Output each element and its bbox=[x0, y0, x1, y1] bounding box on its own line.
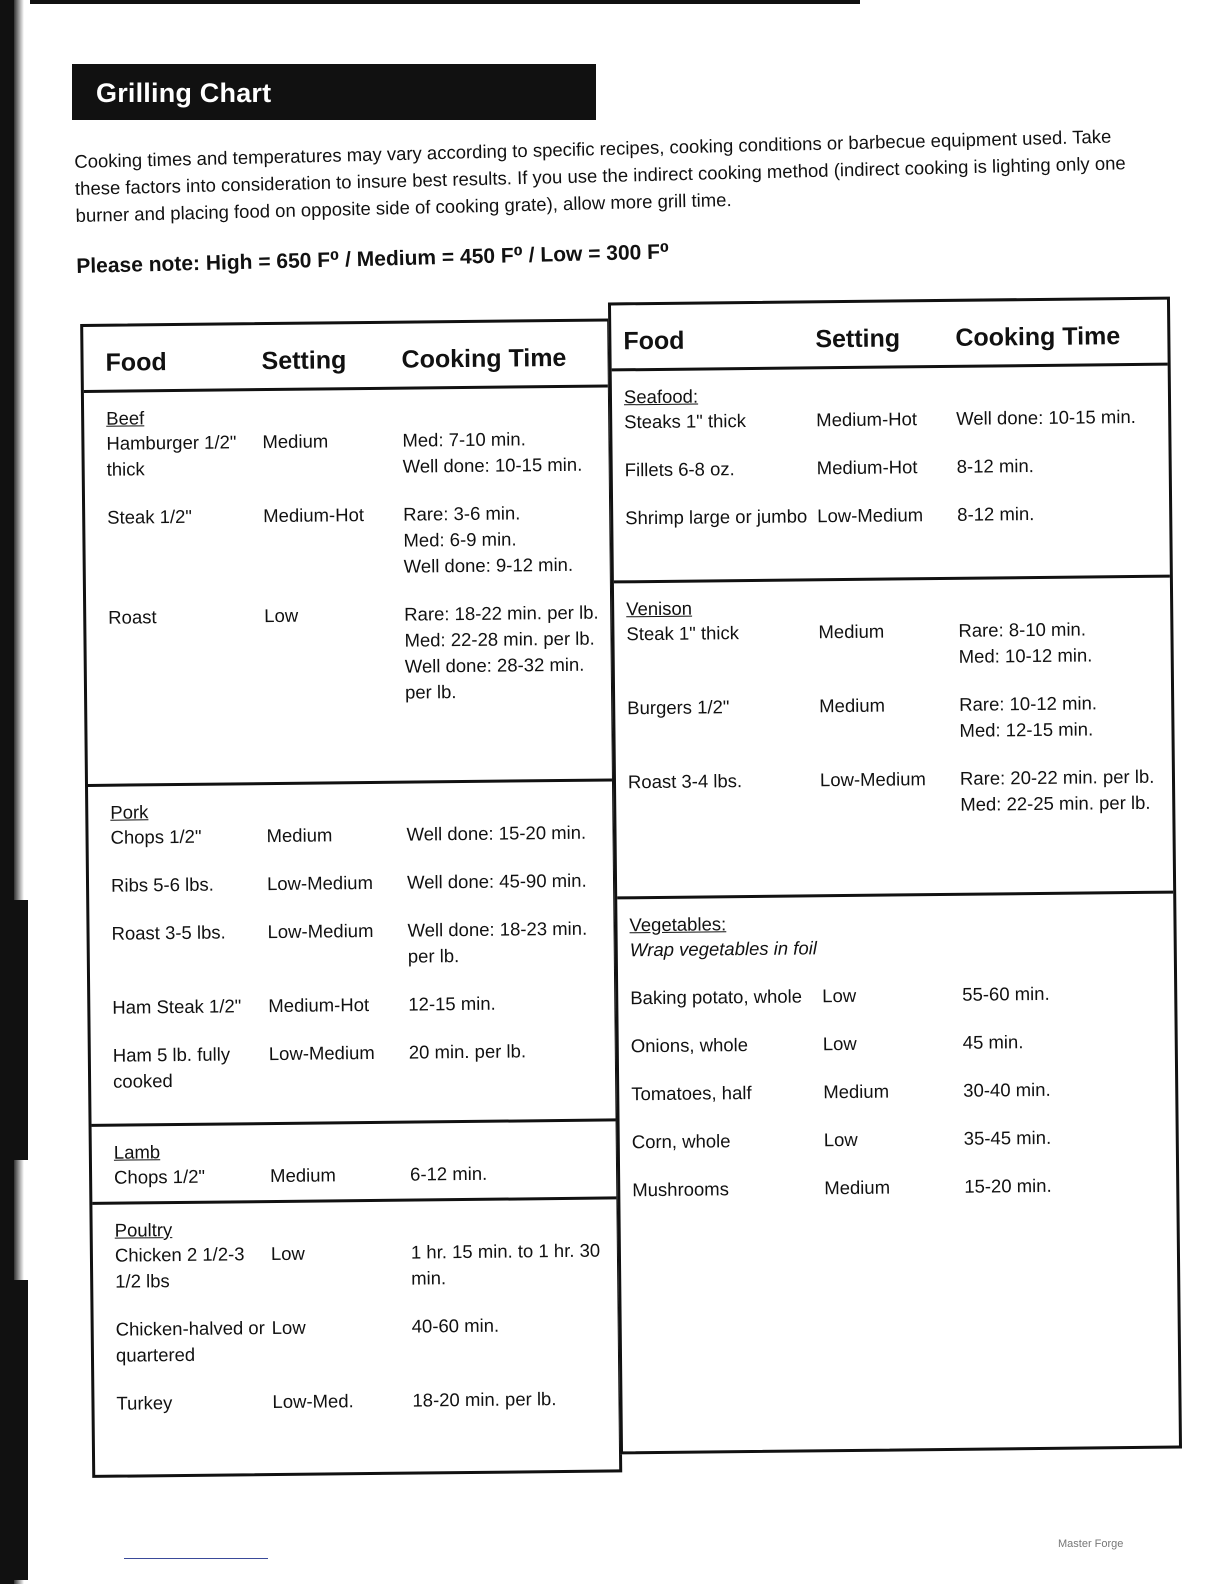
table-row bbox=[620, 1172, 1176, 1204]
scan-edge-left bbox=[0, 0, 14, 1584]
cooking-time-cell: Well done: 15-20 min. bbox=[406, 821, 587, 845]
category-note: Wrap vegetables in foil bbox=[629, 937, 818, 961]
cooking-time-cell: Rare: 20-22 min. per lb. Med: 22-25 min. per lb. bbox=[959, 765, 1155, 815]
header-setting: Setting bbox=[815, 324, 901, 354]
section-venison bbox=[614, 578, 1173, 900]
cooking-time-cell: 8-12 min. bbox=[956, 455, 1034, 477]
food-cell: Baking potato, whole bbox=[630, 985, 803, 1009]
category-label: Vegetables: bbox=[629, 913, 727, 936]
table-row bbox=[93, 1237, 618, 1294]
cooking-time-cell: Well done: 10-15 min. bbox=[956, 405, 1136, 429]
setting-cell: Low bbox=[822, 1032, 857, 1055]
footer-rule bbox=[124, 1558, 268, 1559]
cooking-time-cell: 12-15 min. bbox=[408, 992, 496, 1015]
food-cell: Turkey bbox=[116, 1392, 173, 1414]
left-column bbox=[80, 318, 622, 1477]
table-row bbox=[613, 500, 1169, 532]
food-cell: Steak 1" thick bbox=[626, 622, 740, 645]
header-setting: Setting bbox=[261, 346, 347, 376]
section-pork bbox=[88, 781, 616, 1126]
right-column bbox=[608, 297, 1182, 1455]
food-cell: Steaks 1" thick bbox=[624, 410, 747, 433]
header-food: Food bbox=[623, 326, 685, 356]
food-cell: Chicken-halved or quartered bbox=[115, 1317, 265, 1366]
food-cell: Ham Steak 1/2" bbox=[112, 995, 242, 1018]
cooking-time-cell: 18-20 min. per lb. bbox=[412, 1388, 557, 1411]
food-cell: Roast bbox=[108, 606, 157, 628]
table-row bbox=[619, 1076, 1175, 1108]
cooking-time-cell: Rare: 8-10 min. Med: 10-12 min. bbox=[958, 618, 1093, 667]
food-cell: Chops 1/2" bbox=[110, 825, 202, 848]
category-label: Beef bbox=[106, 407, 145, 429]
setting-cell: Low-Med. bbox=[272, 1390, 354, 1413]
table-row bbox=[620, 1124, 1176, 1156]
cooking-time-cell: 20 min. per lb. bbox=[408, 1040, 527, 1063]
table-row bbox=[89, 915, 614, 972]
table-row bbox=[84, 425, 609, 482]
table-row bbox=[612, 404, 1168, 436]
header-cooking-time: Cooking Time bbox=[955, 322, 1121, 352]
food-cell: Tomatoes, half bbox=[631, 1082, 752, 1105]
setting-cell: Medium bbox=[823, 1080, 890, 1103]
setting-cell: Medium bbox=[266, 824, 333, 847]
setting-cell: Low bbox=[822, 984, 857, 1007]
table-row bbox=[615, 690, 1172, 748]
setting-cell: Low-Medium bbox=[817, 504, 924, 527]
table-row bbox=[92, 1159, 616, 1190]
setting-cell: Low bbox=[823, 1128, 858, 1151]
food-cell: Corn, whole bbox=[631, 1130, 731, 1153]
table-row bbox=[619, 1028, 1175, 1060]
setting-cell: Low-Medium bbox=[268, 1041, 375, 1065]
food-cell: Fillets 6-8 oz. bbox=[624, 458, 735, 481]
table-row bbox=[89, 867, 613, 898]
cooking-time-cell: 40-60 min. bbox=[411, 1314, 500, 1337]
header-cooking-time: Cooking Time bbox=[401, 343, 567, 374]
setting-cell: Medium bbox=[819, 694, 886, 717]
cooking-time-cell: 45 min. bbox=[962, 1031, 1024, 1053]
footer-brand: Master Forge bbox=[1058, 1538, 1124, 1550]
food-cell: Mushrooms bbox=[632, 1178, 730, 1201]
food-cell: Hamburger 1/2" thick bbox=[106, 431, 237, 480]
table-row bbox=[94, 1311, 619, 1368]
cooking-time-cell: 15-20 min. bbox=[964, 1174, 1052, 1197]
intro-paragraph: Cooking times and temperatures may vary according to specific recipes, cooking conditions or barbecue equipment used. Take these factors into consideration to insure best results. If you use the indirect cooking method (indirect cooking is lighting only one burner and placing food on opposite side of cooking grate), allow more grill time. bbox=[74, 125, 1126, 226]
cooking-time-cell: Well done: 18-23 min. per lb. bbox=[407, 917, 588, 967]
table-row bbox=[91, 1037, 616, 1094]
cooking-time-cell: 30-40 min. bbox=[963, 1078, 1051, 1101]
setting-cell: Medium-Hot bbox=[816, 456, 918, 479]
cooking-time-cell: 35-45 min. bbox=[963, 1126, 1052, 1149]
left-header bbox=[83, 321, 608, 392]
table-row bbox=[94, 1385, 618, 1416]
cooking-time-cell: 1 hr. 15 min. to 1 hr. 30 min. bbox=[410, 1239, 601, 1289]
table-row bbox=[88, 819, 612, 850]
setting-cell: Medium-Hot bbox=[263, 504, 365, 527]
section-lamb bbox=[92, 1121, 617, 1204]
section-beef bbox=[84, 387, 612, 786]
category-label: Venison bbox=[626, 597, 693, 620]
setting-cell: Medium-Hot bbox=[816, 408, 918, 431]
food-cell: Shrimp large or jumbo bbox=[625, 505, 808, 529]
cooking-time-cell: Rare: 10-12 min. Med: 12-15 min. bbox=[959, 692, 1098, 741]
setting-cell: Low bbox=[270, 1242, 305, 1265]
category-label: Seafood: bbox=[623, 385, 699, 408]
food-cell: Burgers 1/2" bbox=[627, 696, 730, 719]
category-label: Pork bbox=[110, 801, 149, 823]
food-cell: Onions, whole bbox=[630, 1034, 749, 1057]
food-cell: Ham 5 lb. fully cooked bbox=[112, 1043, 231, 1092]
scan-mark bbox=[14, 1280, 28, 1580]
category-label: Poultry bbox=[114, 1219, 173, 1241]
right-header bbox=[611, 300, 1168, 372]
scan-edge-top bbox=[30, 0, 860, 4]
temperature-note: Please note: High = 650 F⁰ / Medium = 450 F⁰ / Low = 300 F⁰ bbox=[76, 240, 670, 278]
food-cell: Steak 1/2" bbox=[107, 505, 193, 528]
setting-cell: Medium bbox=[262, 430, 329, 453]
table-row bbox=[86, 599, 611, 708]
food-cell: Ribs 5-6 lbs. bbox=[110, 873, 214, 896]
table-row bbox=[618, 980, 1174, 1012]
table-row bbox=[616, 764, 1173, 822]
setting-cell: Medium bbox=[824, 1176, 891, 1199]
table-row bbox=[90, 989, 614, 1020]
setting-cell: Low bbox=[271, 1316, 306, 1339]
cooking-time-cell: Rare: 3-6 min. Med: 6-9 min. Well done: 9-12 min. bbox=[403, 502, 574, 577]
setting-cell: Low-Medium bbox=[266, 871, 374, 895]
section-seafood bbox=[612, 366, 1170, 584]
food-cell: Roast 3-4 lbs. bbox=[627, 770, 743, 793]
food-cell: Chicken 2 1/2-3 1/2 lbs bbox=[114, 1243, 245, 1292]
page-title: Grilling Chart bbox=[72, 64, 596, 120]
scan-mark bbox=[14, 900, 28, 1160]
setting-cell: Medium bbox=[269, 1164, 337, 1187]
header-food: Food bbox=[105, 348, 167, 377]
category-label: Lamb bbox=[113, 1141, 161, 1163]
setting-cell: Low bbox=[264, 604, 299, 627]
grilling-chart bbox=[80, 297, 1182, 1476]
cooking-time-cell: Well done: 45-90 min. bbox=[406, 869, 587, 893]
cooking-time-cell: 55-60 min. bbox=[962, 982, 1050, 1005]
section-vegetables bbox=[617, 894, 1176, 1232]
cooking-time-cell: 6-12 min. bbox=[409, 1162, 488, 1185]
cooking-time-cell: Rare: 18-22 min. per lb. Med: 22-28 min. per lb. Well done: 28-32 min. per lb. bbox=[404, 601, 599, 703]
section-poultry bbox=[92, 1199, 618, 1444]
setting-cell: Medium-Hot bbox=[268, 994, 370, 1017]
setting-cell: Low-Medium bbox=[819, 768, 926, 791]
food-cell: Roast 3-5 lbs. bbox=[111, 921, 226, 944]
food-cell: Chops 1/2" bbox=[113, 1165, 206, 1188]
cooking-time-cell: 8-12 min. bbox=[957, 503, 1035, 525]
table-row bbox=[614, 616, 1171, 674]
setting-cell: Medium bbox=[818, 620, 885, 643]
table-row bbox=[85, 499, 610, 582]
cooking-time-cell: Med: 7-10 min. Well done: 10-15 min. bbox=[402, 428, 583, 477]
setting-cell: Low-Medium bbox=[267, 919, 374, 943]
table-row bbox=[613, 452, 1169, 484]
